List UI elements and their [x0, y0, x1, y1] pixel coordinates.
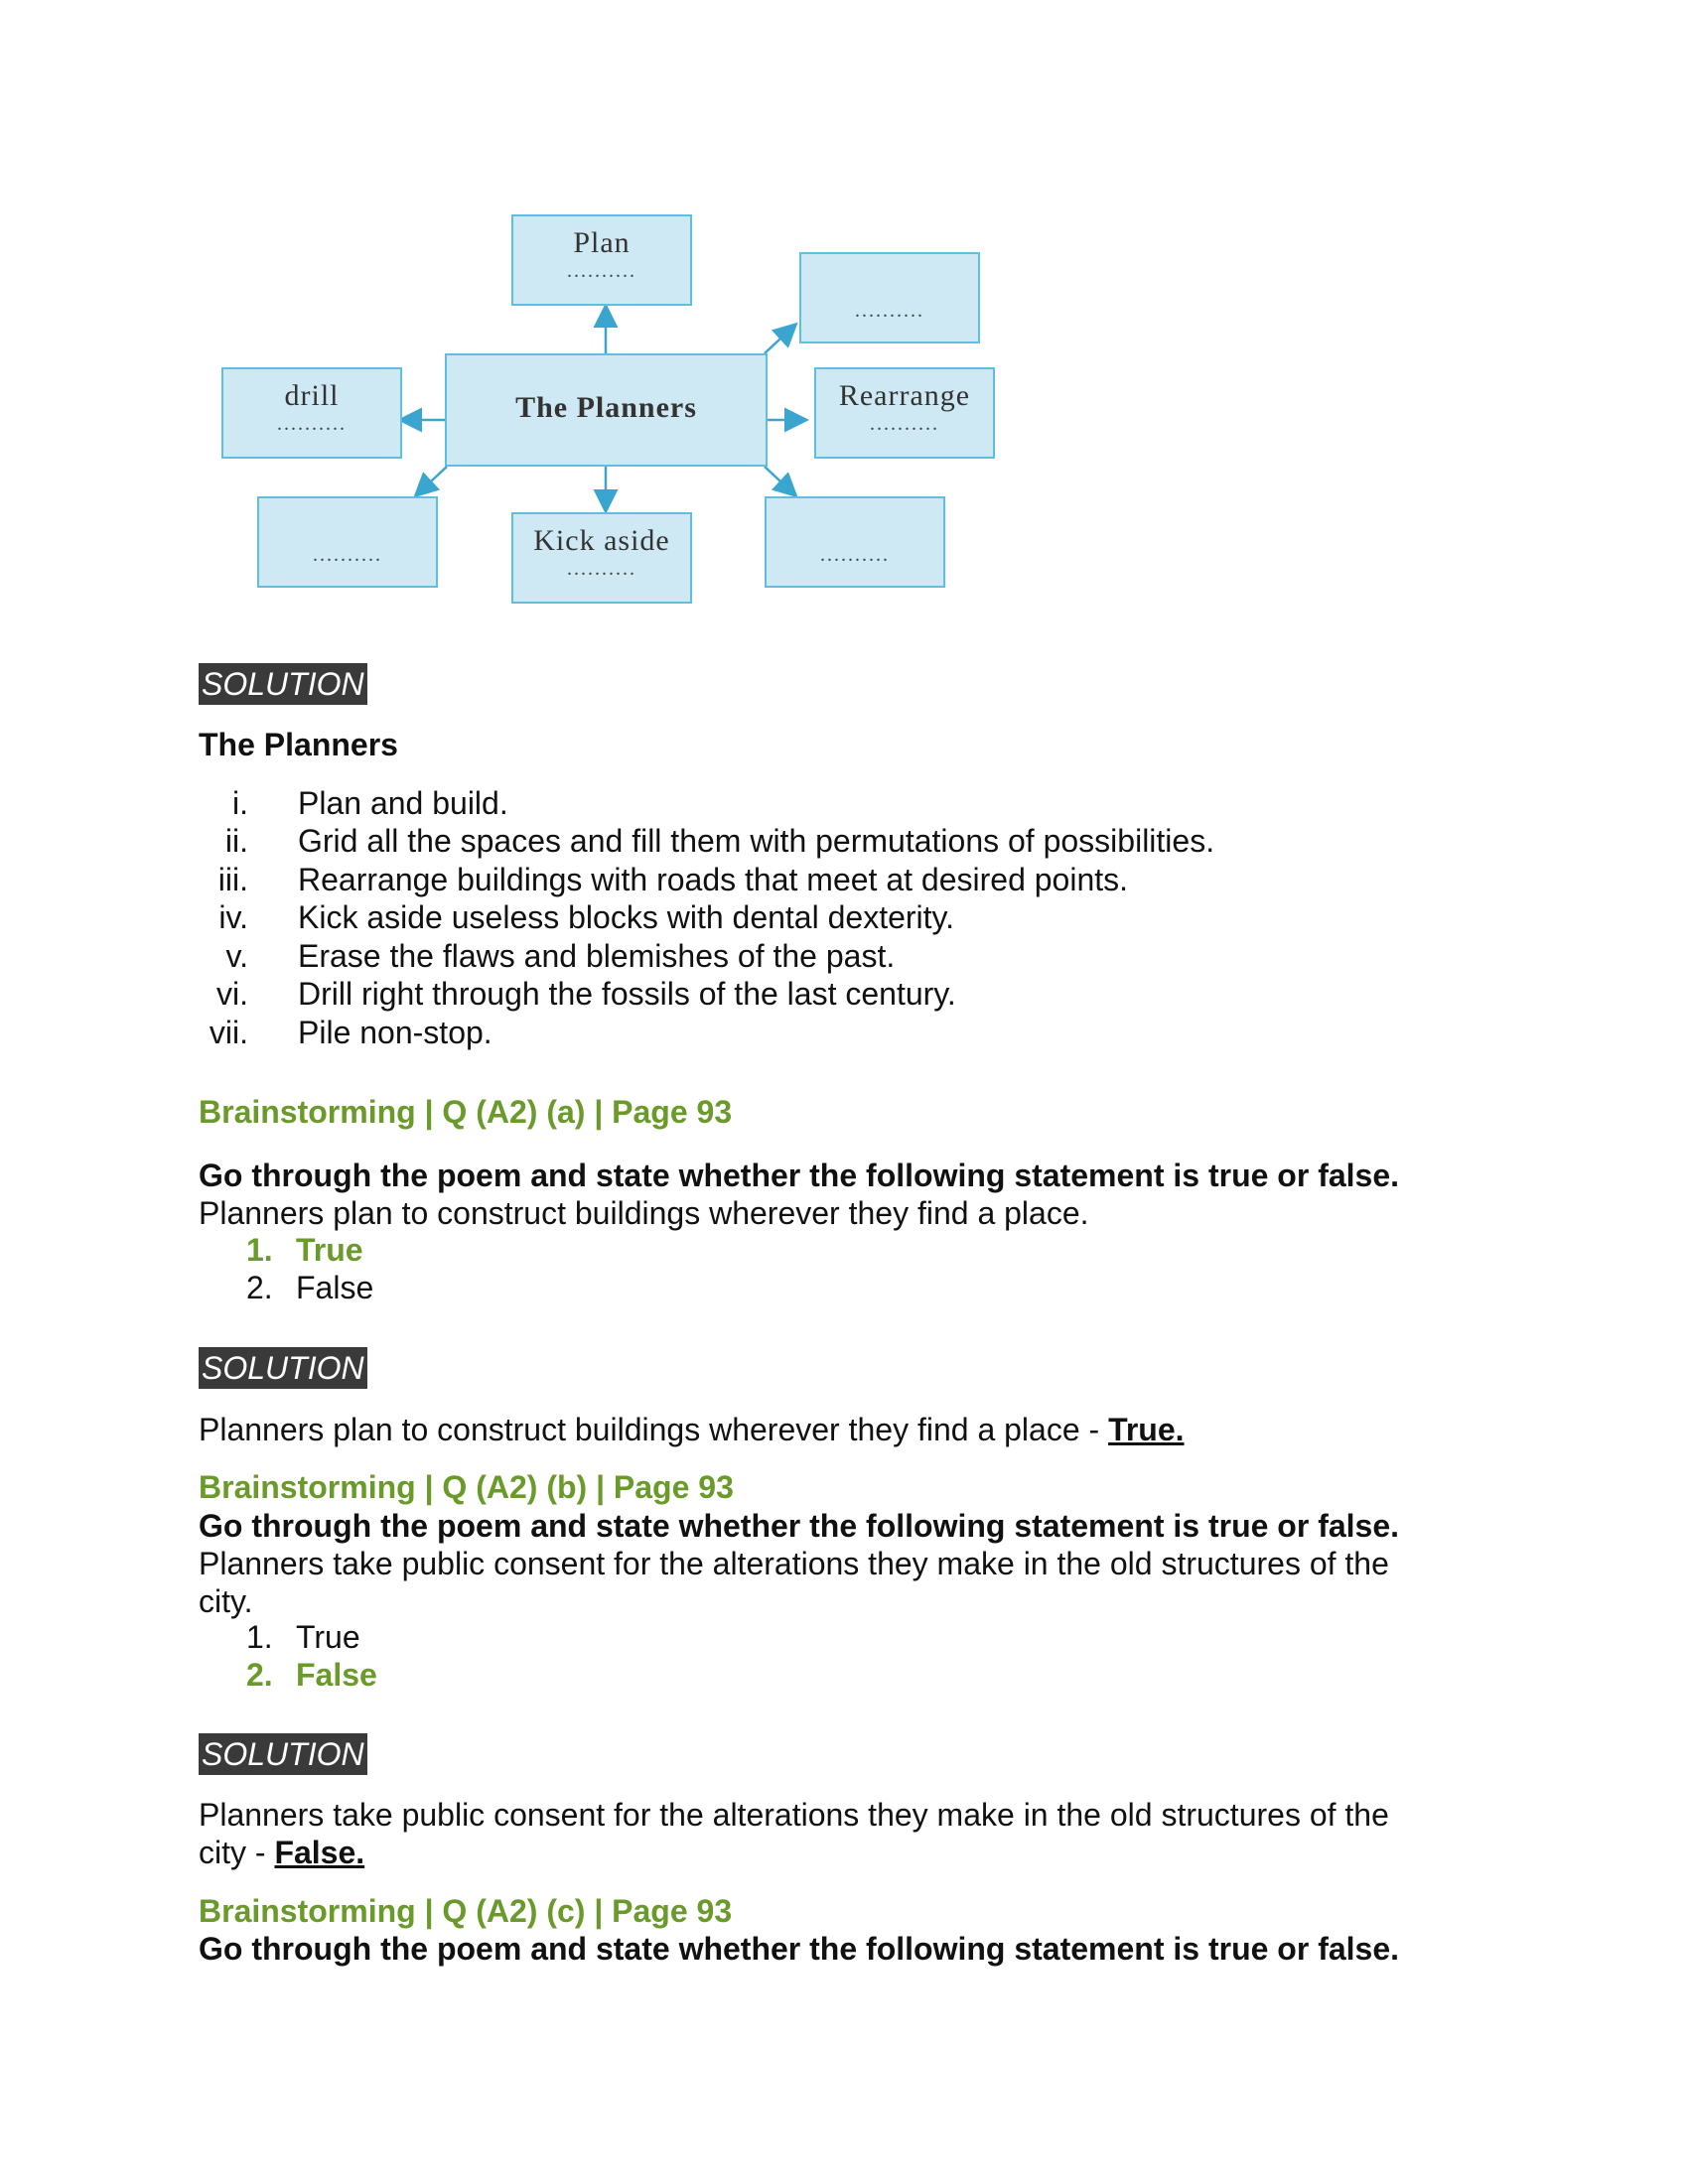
question-a-options [246, 1231, 373, 1307]
answer-prefix: city - [199, 1835, 275, 1870]
box-drill-dots: .......... [277, 413, 347, 435]
answer-value: True. [1108, 1412, 1185, 1447]
question-b-statement-line1: Planners take public consent for the alterations they make in the old structures of the [199, 1546, 1389, 1581]
question-b-answer-line1: Planners take public consent for the alterations they make in the old structures of the [199, 1797, 1389, 1833]
list-text: Pile non-stop. [298, 1014, 492, 1050]
box-kick-aside-dots: .......... [567, 558, 636, 580]
box-rearrange [814, 367, 995, 459]
arrow-bottom-right [765, 467, 794, 494]
box-top-right-dots: .......... [855, 300, 924, 322]
box-bottom-right-dots: .......... [820, 544, 890, 566]
question-a-instruction: Go through the poem and state whether the following statement is true or false. [199, 1158, 1400, 1193]
box-plan-dots: .......... [567, 260, 636, 282]
option-text: False [296, 1657, 377, 1694]
option-number: 1. [246, 1618, 273, 1655]
list-number: ii. [224, 823, 248, 860]
list-text: Grid all the spaces and fill them with permutations of possibilities. [298, 823, 1215, 860]
list-item [199, 1014, 1214, 1052]
question-a-title: Brainstorming | Q (A2) (a) | Page 93 [199, 1094, 733, 1130]
list-number: iii. [217, 861, 248, 897]
list-text: Drill right through the fossils of the last century. [298, 976, 956, 1013]
option-text: False [296, 1270, 374, 1306]
question-a-statement: Planners plan to construct buildings wherever they find a place. [199, 1195, 1089, 1231]
list-text: Plan and build. [298, 784, 508, 821]
list-item [199, 823, 1214, 862]
list-text: Kick aside useless blocks with dental dexterity. [298, 899, 955, 936]
question-b-options [246, 1618, 377, 1695]
list-number: i. [232, 784, 248, 821]
box-drill-label: drill [284, 379, 340, 412]
list-number: vi. [216, 976, 248, 1013]
section-heading: The Planners [199, 727, 398, 762]
box-kick-aside [511, 512, 692, 604]
option-false [246, 1657, 377, 1696]
question-b-statement-line2: city. [199, 1583, 253, 1619]
box-plan [511, 214, 692, 306]
box-bottom-right [765, 496, 945, 588]
answer-prefix: Planners plan to construct buildings wherever they find a place - [199, 1412, 1109, 1447]
list-item [199, 861, 1214, 899]
list-text: Rearrange buildings with roads that meet at desired points. [298, 861, 1129, 897]
box-rearrange-label: Rearrange [838, 379, 971, 412]
planners-diagram [213, 206, 1008, 623]
solution-badge: SOLUTION [199, 663, 367, 705]
box-top-right-label [801, 264, 978, 300]
option-text: True [296, 1618, 360, 1655]
box-top-right [799, 252, 980, 343]
list-number: v. [225, 937, 248, 974]
box-bottom-left [257, 496, 438, 588]
option-true [246, 1618, 377, 1657]
question-c-instruction: Go through the poem and state whether the following statement is true or false. [199, 1931, 1400, 1967]
question-c-title: Brainstorming | Q (A2) (c) | Page 93 [199, 1893, 733, 1929]
solution-badge: SOLUTION [199, 1347, 367, 1389]
box-bottom-left-dots: .......... [313, 544, 382, 566]
arrow-top-right [765, 326, 794, 353]
list-item [199, 784, 1214, 823]
option-text: True [296, 1231, 363, 1268]
question-b-instruction: Go through the poem and state whether the following statement is true or false. [199, 1508, 1400, 1544]
option-true [246, 1231, 373, 1270]
option-number: 2. [246, 1657, 273, 1694]
list-item [199, 899, 1214, 938]
question-b-title: Brainstorming | Q (A2) (b) | Page 93 [199, 1469, 734, 1505]
option-number: 1. [246, 1231, 273, 1268]
list-item [199, 937, 1214, 976]
box-rearrange-dots: .......... [870, 413, 939, 435]
box-drill [221, 367, 402, 459]
question-b-answer-line2 [199, 1834, 364, 1871]
list-number: iv. [218, 899, 248, 936]
option-false [246, 1270, 373, 1308]
list-number: vii. [209, 1014, 248, 1050]
list-text: Erase the flaws and blemishes of the past. [298, 937, 896, 974]
box-bottom-right-label [767, 508, 943, 544]
list-item [199, 976, 1214, 1015]
box-kick-aside-label: Kick aside [533, 524, 670, 557]
box-bottom-left-label [259, 508, 436, 544]
answer-value: False. [274, 1835, 365, 1870]
arrow-bottom-left [417, 467, 447, 494]
question-a-answer-line [199, 1411, 1185, 1448]
diagram-center-title: The Planners [515, 391, 697, 424]
roman-list [199, 784, 1214, 1052]
box-center [445, 353, 768, 467]
solution-badge: SOLUTION [199, 1733, 367, 1775]
option-number: 2. [246, 1270, 273, 1306]
box-plan-label: Plan [573, 226, 631, 259]
